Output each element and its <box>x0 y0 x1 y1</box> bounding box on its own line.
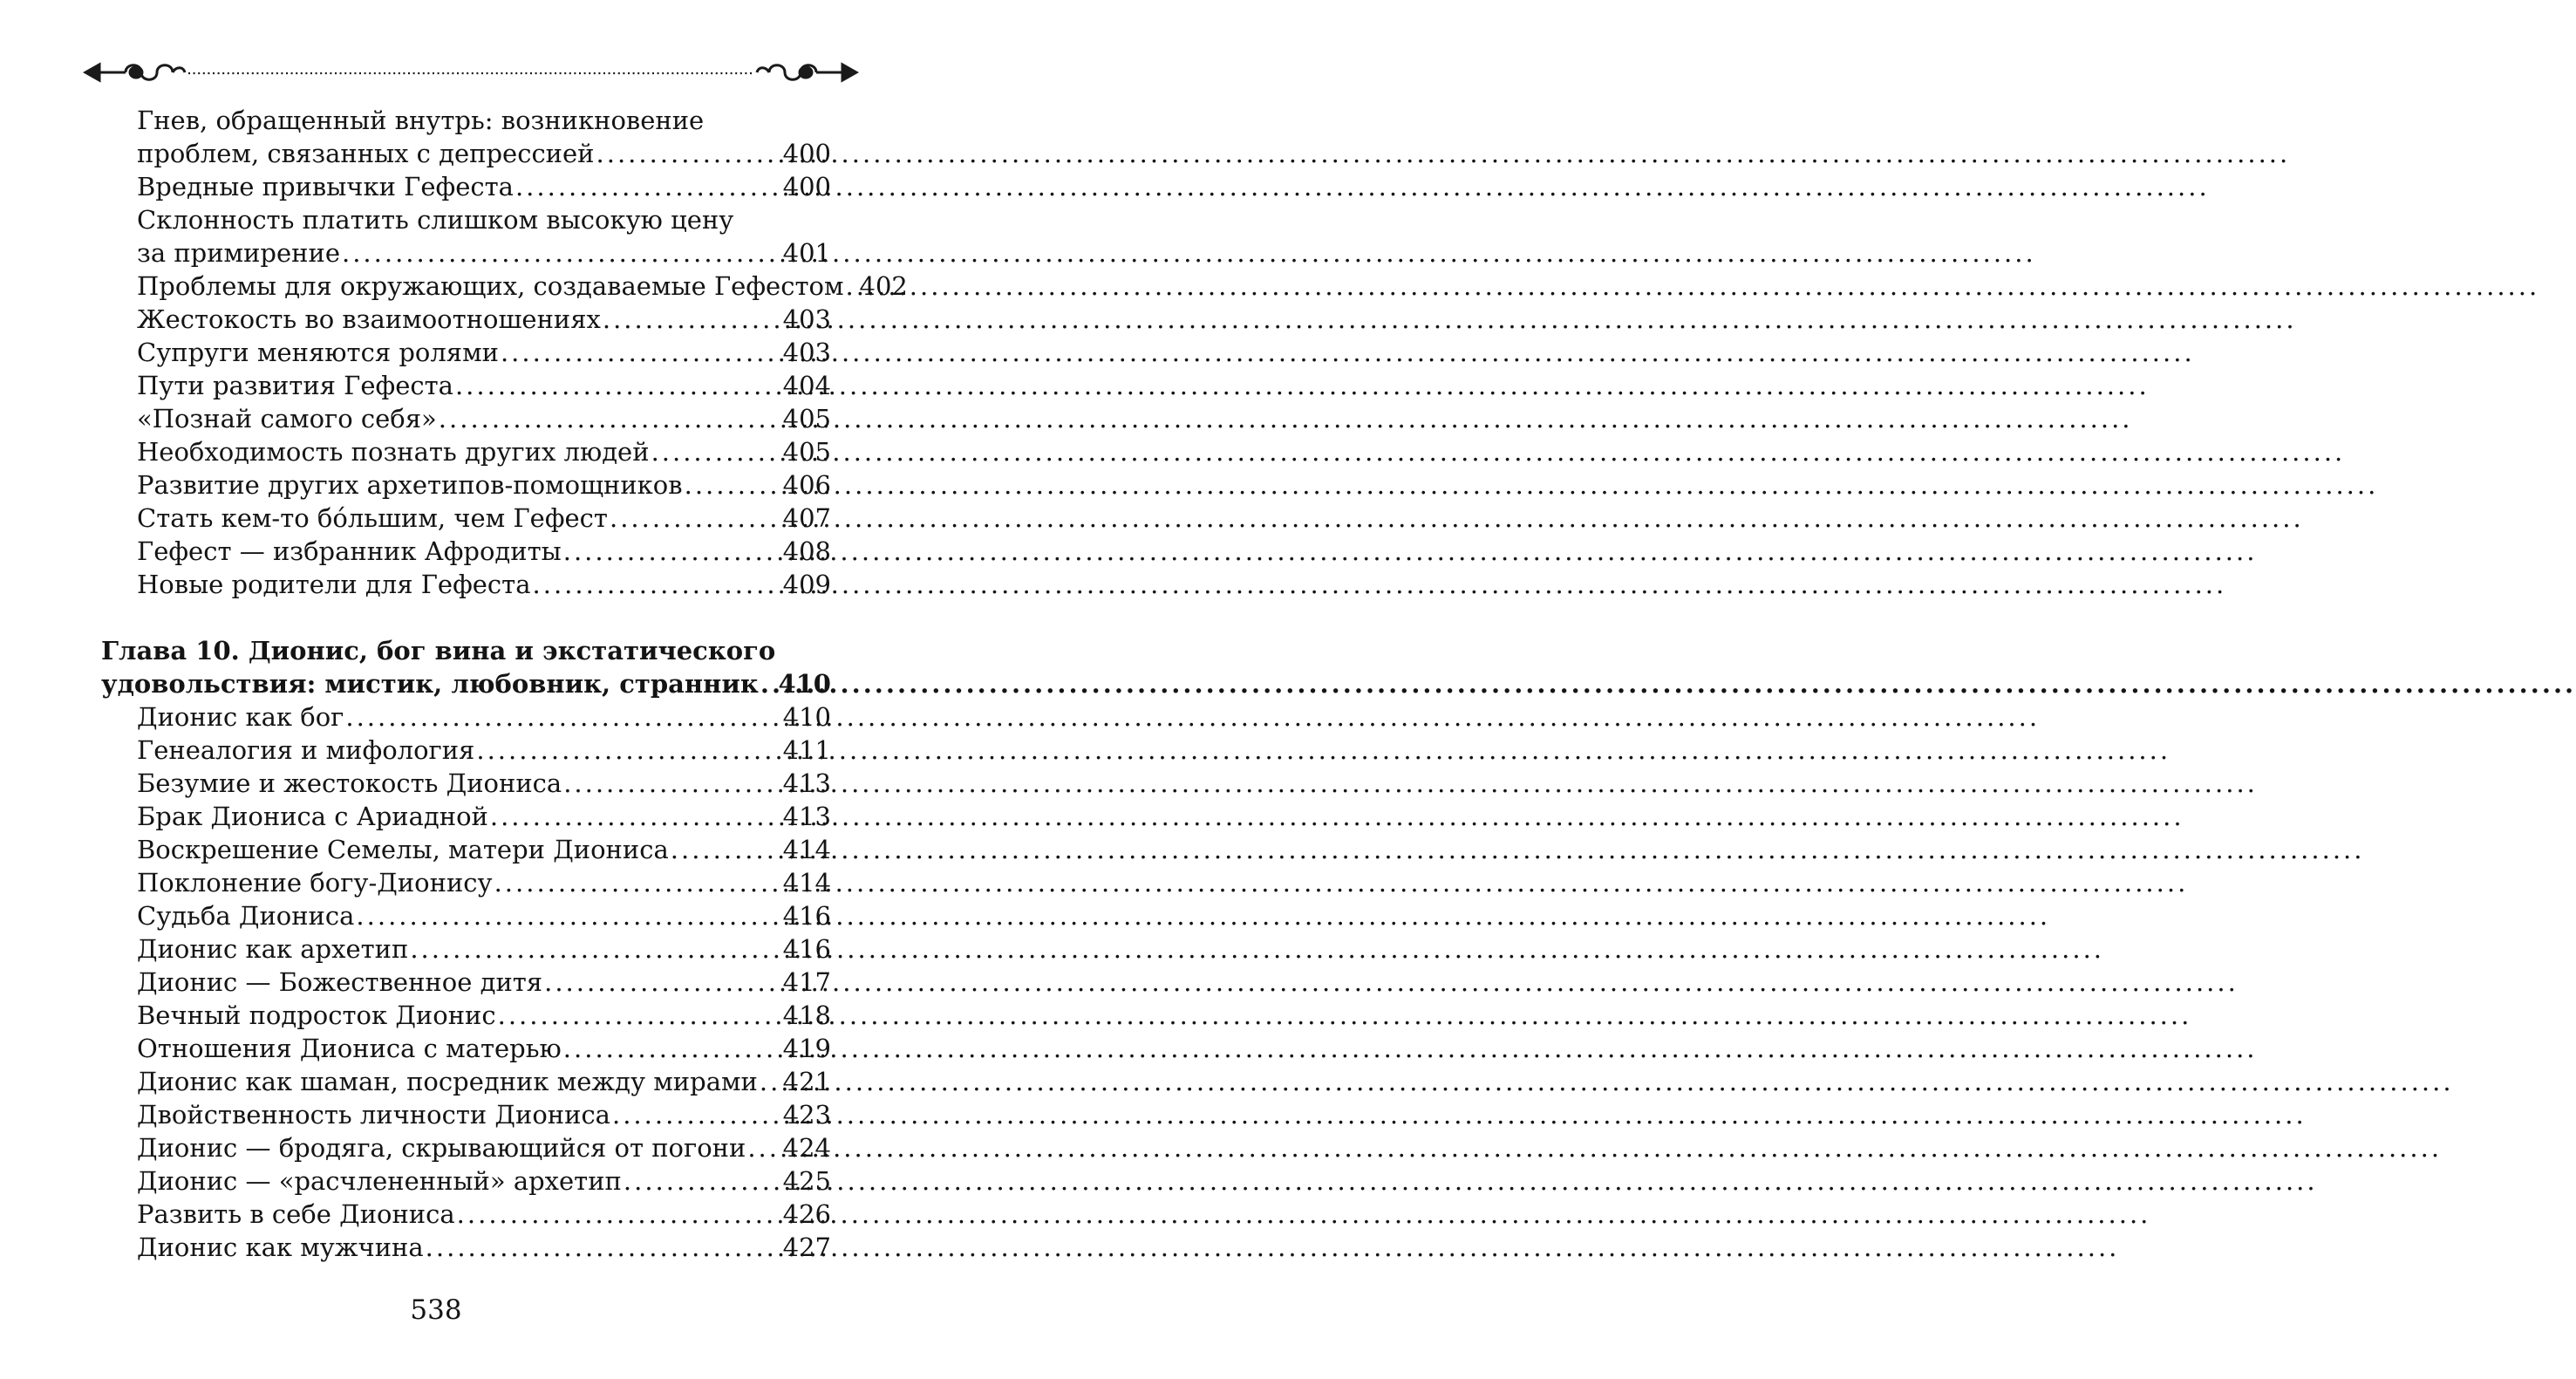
toc-entry <box>137 468 831 502</box>
toc-entry <box>137 999 831 1032</box>
toc-entry-title: Воскрешение Семелы, матери Диониса <box>137 835 669 864</box>
dot-leader <box>410 932 780 966</box>
toc-entry-title: Дионис как мужчина <box>137 1232 424 1262</box>
dot-leader <box>439 402 781 435</box>
toc-entry-page: 421 <box>782 1067 831 1096</box>
toc-entry <box>137 1032 831 1065</box>
toc-entry-title: Развить в себе Диониса <box>137 1199 455 1229</box>
toc-entry-page: 411 <box>782 735 831 765</box>
toc-entry-title: Супруги меняются ролями <box>137 338 499 367</box>
toc-entry-page: 410 <box>782 702 831 732</box>
toc-entry <box>137 866 831 899</box>
page-number: 538 <box>410 1294 462 1326</box>
toc-entry-page: 409 <box>782 570 831 599</box>
dot-leader <box>596 137 781 170</box>
toc-entry-page: 408 <box>782 536 831 566</box>
toc-entry-page: 413 <box>782 768 831 798</box>
toc-entry-page: 425 <box>782 1166 831 1196</box>
dot-leader <box>760 1065 781 1098</box>
toc-entry-page: 423 <box>782 1100 831 1130</box>
toc-entry-title: Дионис — бродяга, скрывающийся от погони <box>137 1133 746 1163</box>
toc-entry <box>137 535 831 568</box>
dot-leader <box>345 700 780 734</box>
dot-leader <box>457 1198 781 1231</box>
toc-entry-title: Брак Диониса с Ариадной <box>137 802 488 831</box>
toc-entry <box>137 767 831 800</box>
toc-entry-page: 426 <box>782 1199 831 1229</box>
toc-entry <box>137 170 831 203</box>
toc-entry <box>137 369 831 402</box>
toc-entry <box>137 1098 831 1131</box>
toc-entry <box>137 800 831 833</box>
toc-entry-title: Пути развития Гефеста <box>137 371 453 400</box>
dot-leader <box>494 866 781 899</box>
dot-leader <box>455 369 781 402</box>
toc-entry-title: Генеалогия и мифология <box>137 735 475 765</box>
toc-entry <box>137 700 831 734</box>
dot-leader <box>563 535 781 568</box>
header-ornament <box>80 58 862 87</box>
toc-entry-page: 405 <box>782 437 831 467</box>
dot-leader <box>426 1231 781 1264</box>
toc-entry <box>137 236 831 270</box>
dot-leader <box>624 1164 781 1198</box>
toc-entry-page: 403 <box>782 304 831 334</box>
toc-entry-title: проблем, связанных с депрессией <box>137 139 595 168</box>
toc-entry-title: Дионис как бог <box>137 702 344 732</box>
toc-entry-title: Вечный подросток Дионис <box>137 1000 496 1030</box>
toc-entry <box>137 502 831 535</box>
dot-leader <box>498 999 781 1032</box>
toc-entry-title: Необходимость познать других людей <box>137 437 650 467</box>
toc-entry-title: Новые родители для Гефеста <box>137 570 531 599</box>
toc-entry-page: 416 <box>782 901 831 931</box>
toc-entry-page: 418 <box>782 1000 831 1030</box>
toc-entry-title: Безумие и жестокость Диониса <box>137 768 562 798</box>
toc-entry-title: за примирение <box>137 238 340 268</box>
toc-entry-title: Дионис — Божественное дитя <box>137 967 543 997</box>
dot-leader <box>671 833 781 866</box>
toc-entry <box>137 833 831 866</box>
toc-entry-page: 419 <box>782 1034 831 1063</box>
chapter-heading-line: Глава 10. Дионис, бог вина и экстатического <box>101 636 776 666</box>
dot-leader <box>356 899 780 932</box>
dot-leader <box>603 303 781 336</box>
toc-entry-page: 401 <box>782 238 831 268</box>
toc-entry <box>137 336 831 369</box>
toc-entry-title: Дионис как шаман, посредник между мирами <box>137 1067 758 1096</box>
toc-entry-title: Гефест — избранник Афродиты <box>137 536 562 566</box>
toc-entry <box>137 966 831 999</box>
chapter-page: 410 <box>778 669 831 699</box>
toc-entry-title: Жестокость во взаимоотношениях <box>137 304 601 334</box>
toc-entry-page: 405 <box>782 404 831 433</box>
toc-entry-page: 403 <box>782 338 831 367</box>
toc-entry <box>137 1065 831 1098</box>
toc-entry <box>137 734 831 767</box>
dot-leader <box>563 1032 781 1065</box>
dot-leader <box>544 966 781 999</box>
toc-entry-page: 417 <box>782 967 831 997</box>
toc-entry <box>137 1131 831 1164</box>
toc-entry-title: Дионис как архетип <box>137 934 409 964</box>
toc-entry-page: 402 <box>859 271 908 301</box>
toc-entry-page: 400 <box>782 139 831 168</box>
toc-entry <box>137 402 831 435</box>
dot-leader <box>760 667 777 700</box>
toc-entry-title: Двойственность личности Диониса <box>137 1100 610 1130</box>
toc-entry-page: 413 <box>782 802 831 831</box>
toc-entry-page: 427 <box>782 1232 831 1262</box>
dot-leader <box>651 435 781 468</box>
dot-leader <box>747 1131 780 1164</box>
dot-leader <box>612 1098 781 1131</box>
toc-entry <box>137 1231 831 1264</box>
toc-entry-title: Дионис — «расчлененный» архетип <box>137 1166 622 1196</box>
dot-leader <box>501 336 781 369</box>
toc-entry <box>137 568 831 601</box>
toc-entry-page: 416 <box>782 934 831 964</box>
toc-entry-title: Развитие других архетипов-помощников <box>137 470 683 500</box>
toc-entry-title: Судьба Диониса <box>137 901 355 931</box>
dot-leader <box>533 568 781 601</box>
toc-entry-line: Склонность платить слишком высокую цену <box>137 205 734 235</box>
toc-entry-title: Проблемы для окружающих, создаваемые Гефестом <box>137 271 844 301</box>
dot-leader <box>490 800 781 833</box>
toc-entry-page: 406 <box>782 470 831 500</box>
dot-leader <box>685 468 781 502</box>
toc-entry-page: 414 <box>782 868 831 898</box>
chapter-heading <box>101 667 831 700</box>
chapter-title: удовольствия: мистик, любовник, странник <box>101 669 759 699</box>
dot-leader <box>342 236 781 270</box>
dot-leader <box>846 270 858 303</box>
toc-entry <box>137 932 831 966</box>
toc-entry-page: 414 <box>782 835 831 864</box>
toc-entry <box>137 1164 831 1198</box>
toc-entry <box>137 303 831 336</box>
toc-entry-page: 407 <box>782 503 831 533</box>
dot-leader <box>515 170 781 203</box>
toc-entry-title: Поклонение богу-Дионису <box>137 868 493 898</box>
dot-leader <box>610 502 781 535</box>
toc-entry-title: Вредные привычки Гефеста <box>137 172 514 201</box>
dot-leader <box>563 767 780 800</box>
toc-entry-page: 404 <box>782 371 831 400</box>
toc-entry-page: 400 <box>782 172 831 201</box>
toc-entry <box>137 899 831 932</box>
toc-entry-page: 424 <box>782 1133 831 1163</box>
dot-leader <box>476 734 780 767</box>
toc-entry <box>137 270 908 303</box>
toc-entry-title: «Познай самого себя» <box>137 404 437 433</box>
toc-entry <box>137 435 831 468</box>
toc-entry <box>137 137 831 170</box>
toc-entry <box>137 1198 831 1231</box>
toc-entry-line: Гнев, обращенный внутрь: возникновение <box>137 106 705 135</box>
toc-entry-title: Отношения Диониса с матерью <box>137 1034 562 1063</box>
toc-entry-title: Стать кем-то бóльшим, чем Гефест <box>137 503 608 533</box>
